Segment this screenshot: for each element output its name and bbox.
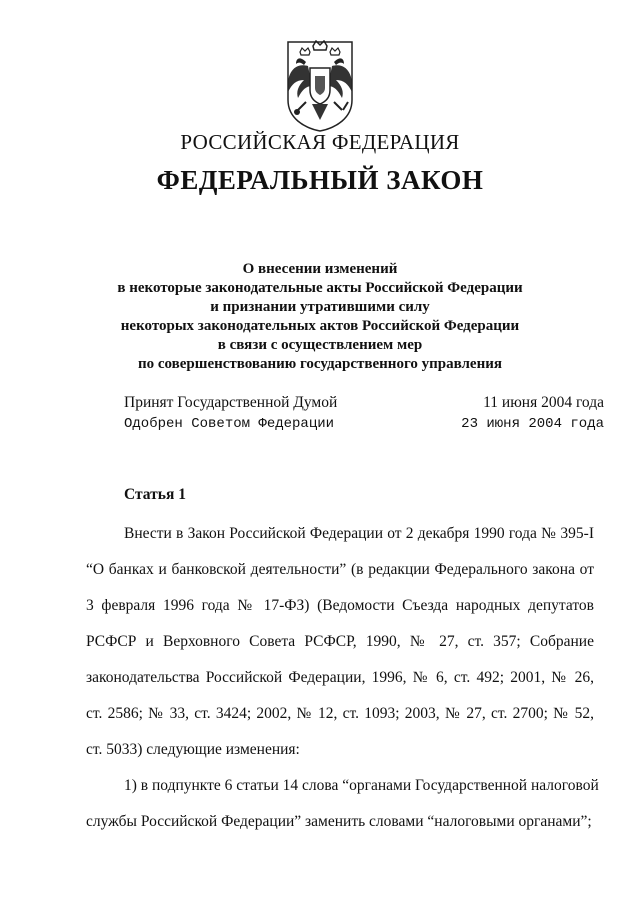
document-type-heading: ФЕДЕРАЛЬНЫЙ ЗАКОН [156,165,484,195]
article-text-line: Внести в Закон Российской Федерации от 2 декабря 1990 года № 395-I [124,525,594,542]
double-headed-eagle-emblem-icon [282,40,358,132]
article-text-line: службы Российской Федерации” заменить словами “налоговыми органами”; [86,813,592,830]
article-text-line: законодательства Российской Федерации, 1996, № 6, ст. 492; 2001, № 26, [86,669,594,686]
article-heading: Статья 1 [124,486,186,503]
council-approval-date: 23 июня 2004 года [461,416,604,432]
council-approval-label: Одобрен Советом Федерации [124,416,335,432]
title-line: О внесении изменений [242,261,398,277]
article-text-line: ст. 2586; № 33, ст. 3424; 2002, № 12, ст. 1093; 2003, № 27, ст. 2700; № 52, [86,705,594,722]
duma-adoption-label: Принят Государственной Думой [124,394,338,411]
article-text-line: 1) в подпункте 6 статьи 14 слова “органами Государственной налоговой [124,777,599,794]
title-line: в некоторые законодательные акты Российской Федерации [117,280,523,296]
article-text-line: РСФСР и Верховного Совета РСФСР, 1990, № 27, ст. 357; Собрание [86,633,594,650]
law-title [40,260,600,374]
article-text-line: ст. 5033) следующие изменения: [86,741,300,758]
country-heading: РОССИЙСКАЯ ФЕДЕРАЦИЯ [180,130,460,154]
article-text-line: 3 февраля 1996 года № 17-ФЗ) (Ведомости Съезда народных депутатов [86,597,594,614]
title-line: в связи с осуществлением мер [217,337,423,353]
title-line: по совершенствованию государственного управления [138,356,502,372]
duma-adoption-date: 11 июня 2004 года [483,394,604,411]
title-line: некоторых законодательных актов Российской Федерации [120,318,520,334]
article-text-line: “О банках и банковской деятельности” (в редакции Федерального закона от [86,561,594,578]
title-line: и признании утратившими силу [210,299,430,315]
